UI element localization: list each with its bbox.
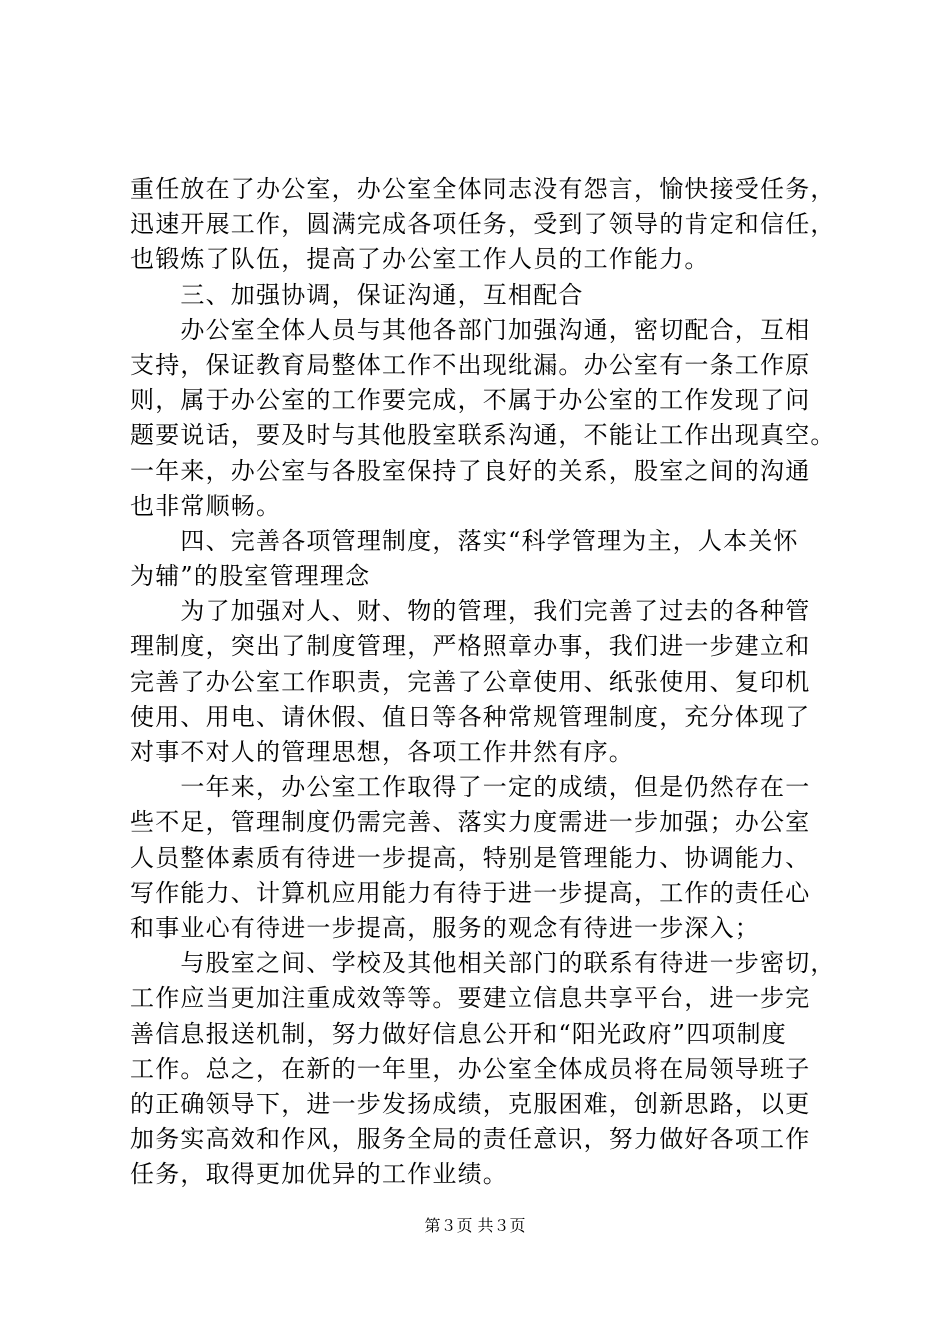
text-line: 人员整体素质有待进一步提高，特别是管理能力、协调能力、 xyxy=(130,843,811,872)
text-line: 三、加强协调，保证沟通，互相配合 xyxy=(130,280,584,309)
text-line: 为辅”的股室管理理念 xyxy=(130,562,371,591)
text-line: 与股室之间、学校及其他相关部门的联系有待进一步密切， xyxy=(130,949,836,978)
text-line: 加务实高效和作风，服务全局的责任意识，努力做好各项工作 xyxy=(130,1125,811,1154)
text-line: 工作应当更加注重成效等等。要建立信息共享平台，进一步完 xyxy=(130,984,811,1013)
text-line: 则，属于办公室的工作要完成，不属于办公室的工作发现了问 xyxy=(130,386,811,415)
text-line: 理制度，突出了制度管理，严格照章办事，我们进一步建立和 xyxy=(130,632,811,661)
text-line: 善信息报送机制，努力做好信息公开和“阳光政府”四项制度 xyxy=(130,1019,787,1048)
text-line: 办公室全体人员与其他各部门加强沟通，密切配合，互相 xyxy=(130,315,811,344)
text-line: 完善了办公室工作职责，完善了公章使用、纸张使用、复印机 xyxy=(130,667,811,696)
text-line: 支持，保证教育局整体工作不出现纰漏。办公室有一条工作原 xyxy=(130,350,811,379)
text-line: 使用、用电、请休假、值日等各种常规管理制度，充分体现了 xyxy=(130,702,811,731)
text-line: 为了加强对人、财、物的管理，我们完善了过去的各种管 xyxy=(130,597,811,626)
text-line: 任务，取得更加优异的工作业绩。 xyxy=(130,1160,508,1189)
text-line: 一年来，办公室工作取得了一定的成绩，但是仍然存在一 xyxy=(130,773,811,802)
text-line: 的正确领导下，进一步发扬成绩，克服困难，创新思路，以更 xyxy=(130,1089,811,1118)
text-line: 些不足，管理制度仍需完善、落实力度需进一步加强；办公室 xyxy=(130,808,811,837)
text-line: 重任放在了办公室，办公室全体同志没有怨言，愉快接受任务， xyxy=(130,175,836,203)
text-line: 也锻炼了队伍，提高了办公室工作人员的工作能力。 xyxy=(130,245,710,274)
text-line: 和事业心有待进一步提高，服务的观念有待进一步深入； xyxy=(130,913,760,942)
text-line: 对事不对人的管理思想，各项工作井然有序。 xyxy=(130,738,634,766)
text-line: 一年来，办公室与各股室保持了良好的关系，股室之间的沟通 xyxy=(130,456,811,485)
page-footer: 第３页 共３页 xyxy=(424,1216,526,1235)
document-body xyxy=(130,172,836,1192)
text-line: 写作能力、计算机应用能力有待于进一步提高，工作的责任心 xyxy=(130,878,811,907)
text-line: 四、完善各项管理制度，落实“科学管理为主，人本关怀 xyxy=(130,526,799,555)
text-line: 迅速开展工作，圆满完成各项任务，受到了领导的肯定和信任， xyxy=(130,210,836,239)
text-line: 题要说话，要及时与其他股室联系沟通，不能让工作出现真空。 xyxy=(130,421,836,450)
text-line: 也非常顺畅。 xyxy=(130,491,282,520)
text-line: 工作。总之，在新的一年里，办公室全体成员将在局领导班子 xyxy=(130,1054,811,1083)
